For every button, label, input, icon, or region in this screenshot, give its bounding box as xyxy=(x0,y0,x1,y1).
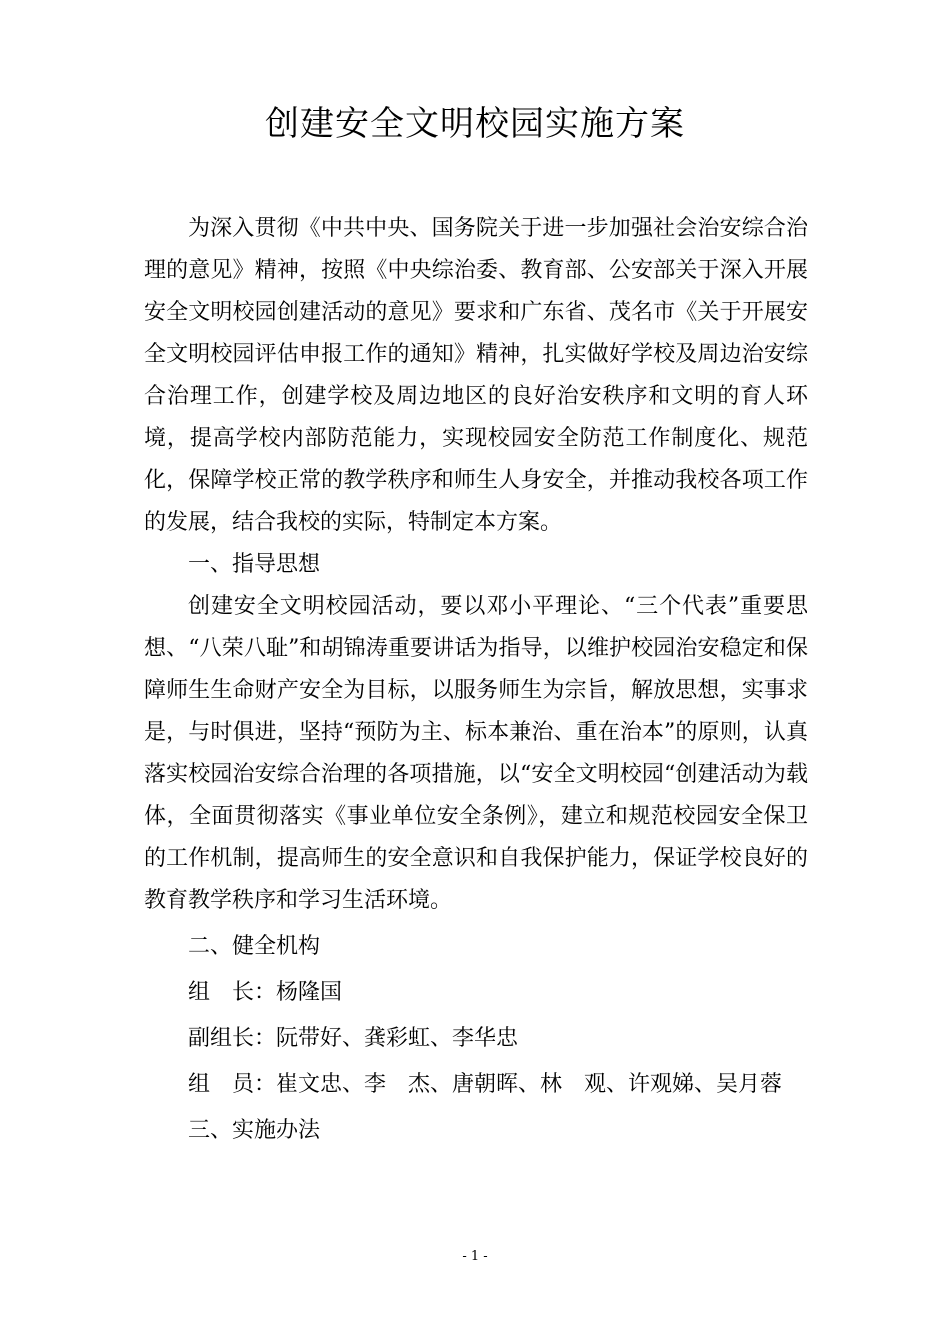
document-title: 创建安全文明校园实施方案 xyxy=(265,104,685,144)
guiding-ideology-paragraph: 创建安全文明校园活动，要以邓小平理论、“三个代表”重要思想、“八荣八耻”和胡锦涛重要讲话为指导，以维护校园治安稳定和保障师生生命财产安全为目标，以服务师生为宗旨，解放思想，实事求是，与时俱进，坚持“预防为主、标本兼治、重在治本”的原则，认真落实校园治安综合治理的各项措施，以“安全文明校园“创建活动为载体，全面贯彻落实《事业单位安全条例》，建立和规范校园安全保卫的工作机制，提高师生的安全意识和自我保护能力，保证学校良好的教育教学秩序和学习生活环境。 xyxy=(144,594,808,913)
document-body xyxy=(144,208,808,1152)
deputy-names: 阮带好、龚彩虹、李华忠 xyxy=(276,1026,519,1051)
member-names: 崔文忠、李 杰、唐朝晖、林 观、许观娣、吴月蓉 xyxy=(276,1072,783,1097)
leader-label: 组 长： xyxy=(188,980,277,1005)
deputy-label: 副组长： xyxy=(188,1026,277,1051)
leader-line xyxy=(144,972,808,1014)
leader-name: 杨隆国 xyxy=(276,980,343,1005)
members-label: 组 员： xyxy=(188,1072,277,1097)
page-number: - 1 - xyxy=(462,1249,488,1264)
deputy-line xyxy=(144,1018,808,1060)
members-line xyxy=(144,1064,808,1106)
intro-paragraph: 为深入贯彻《中共中央、国务院关于进一步加强社会治安综合治理的意见》精神，按照《中央综治委、教育部、公安部关于深入开展安全文明校园创建活动的意见》要求和广东省、茂名市《关于开展安全文明校园评估申报工作的通知》精神，扎实做好学校及周边治安综合治理工作，创建学校及周边地区的良好治安秩序和文明的育人环境，提高学校内部防范能力，实现校园安全防范工作制度化、规范化，保障学校正常的教学秩序和师生人身安全，并推动我校各项工作的发展，结合我校的实际，特制定本方案。 xyxy=(144,216,808,535)
section-heading-guiding-ideology: 一、指导思想 xyxy=(188,552,321,577)
section-heading-implementation: 三、实施办法 xyxy=(188,1118,321,1143)
section-heading-organization: 二、健全机构 xyxy=(188,934,321,959)
